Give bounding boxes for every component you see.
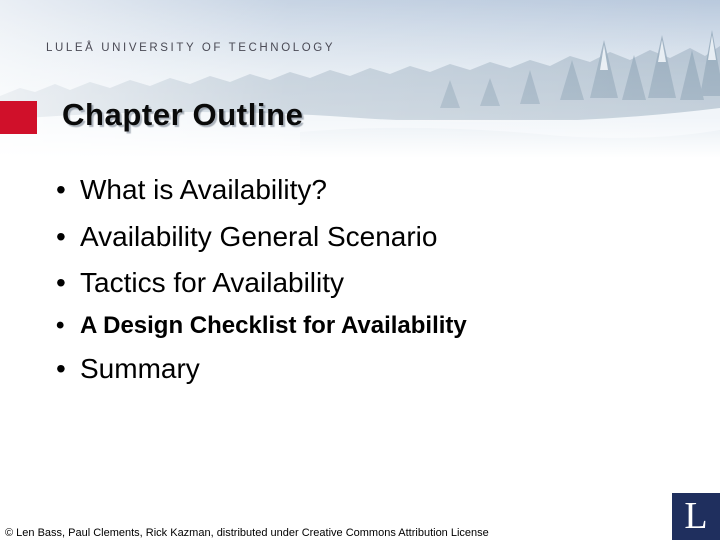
- bullet-text: Summary: [80, 353, 200, 384]
- bullet-text: What is Availability?: [80, 174, 327, 205]
- logo-letter: L: [684, 495, 708, 537]
- bullet-text: Tactics for Availability: [80, 267, 345, 298]
- header-banner: [0, 0, 720, 158]
- bullet-marker: •: [56, 353, 66, 384]
- bullet-marker: •: [56, 312, 65, 339]
- bullet-item: [56, 174, 327, 206]
- bullet-item: [56, 353, 200, 385]
- university-logo: [672, 493, 720, 540]
- winter-landscape-image: [0, 0, 720, 158]
- bullet-marker: •: [56, 221, 66, 252]
- bullet-text: A Design Checklist for Availability: [80, 312, 467, 339]
- bullet-item: [56, 267, 344, 299]
- bullet-marker: •: [56, 267, 66, 298]
- copyright-footer: © Len Bass, Paul Clements, Rick Kazman, distributed under Creative Commons Attribution License: [5, 527, 489, 539]
- bullet-item: [56, 221, 437, 253]
- bullet-text: Availability General Scenario: [80, 221, 438, 252]
- accent-red-square: [0, 101, 37, 134]
- bullet-marker: •: [56, 174, 66, 205]
- slide-title: Chapter Outline: [62, 97, 304, 132]
- bullet-item: [56, 312, 467, 340]
- university-name: LULEÅ UNIVERSITY OF TECHNOLOGY: [46, 42, 336, 54]
